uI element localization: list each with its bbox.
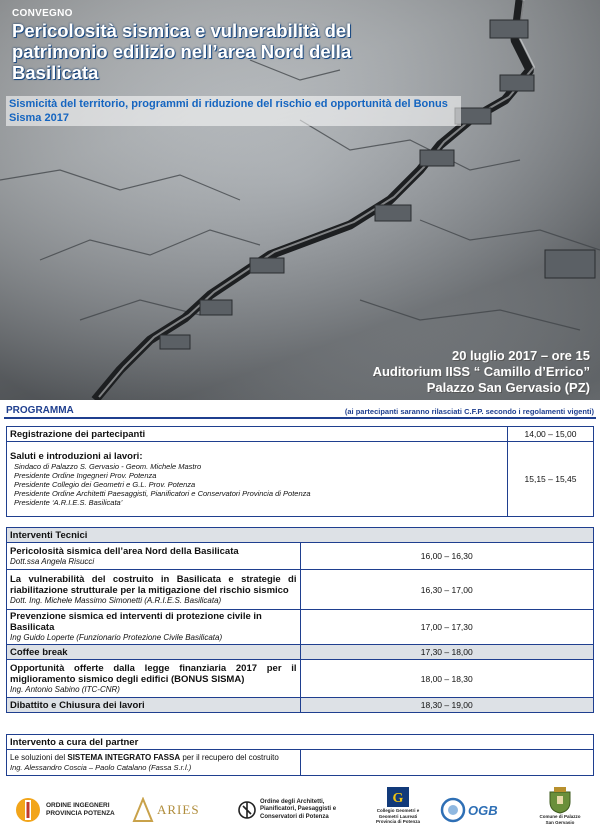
programma-title: PROGRAMMA — [6, 405, 74, 416]
event-info — [373, 348, 590, 396]
coffee-break-title: Coffee break — [10, 646, 68, 658]
schedule-row — [7, 543, 594, 570]
architetti-emblem-icon — [238, 797, 256, 823]
logo-ogb — [440, 786, 510, 834]
closing-title: Dibattito e Chiusura dei lavori — [10, 699, 145, 711]
hero-banner — [0, 0, 600, 400]
schedule-time: 17,00 – 17,30 — [300, 610, 594, 645]
talk-title: Prevenzione sismica ed interventi di protezione civile in Basilicata — [10, 611, 262, 633]
schedule-row — [7, 610, 594, 645]
event-kicker: CONVEGNO — [12, 8, 73, 19]
schedule-item — [7, 750, 301, 776]
partner-text-bold: SISTEMA INTEGRATO FASSA — [67, 752, 181, 762]
sponsor-logos — [0, 786, 600, 840]
schedule-row — [7, 660, 594, 698]
schedule-time-empty — [300, 750, 594, 776]
ingegneri-label: ORDINE INGEGNERI PROVINCIA POTENZA — [46, 802, 115, 817]
schedule-row — [7, 570, 594, 610]
talk-title: Pericolosità sismica dell’area Nord della Basilicata — [10, 545, 239, 557]
schedule-time: 14,00 – 15,00 — [508, 427, 594, 442]
section-heading-row — [7, 735, 594, 750]
schedule-block-partner — [6, 734, 594, 776]
schedule-item — [7, 543, 301, 570]
greetings-title: Saluti e introduzioni ai lavori: — [10, 451, 143, 462]
schedule-row — [7, 750, 594, 776]
aries-label: ARIES — [157, 802, 200, 817]
event-place: Palazzo San Gervasio (PZ) — [426, 380, 590, 395]
geometri-emblem-icon — [386, 786, 410, 808]
talk-speaker: Ing. Antonio Sabino (ITC-CNR) — [10, 684, 120, 694]
comune-crest-icon — [548, 786, 572, 814]
page-title: Pericolosità sismica e vulnerabilità del patrimonio edilizio nell’area Nord della Basilicata — [12, 20, 352, 83]
ingegneri-emblem-icon — [14, 795, 42, 825]
programma-header — [4, 405, 596, 419]
partner-text-pre: Le soluzioni del — [10, 752, 68, 762]
comune-label: Comune di Palazzo San Gervasio — [539, 814, 581, 825]
section-heading — [7, 735, 594, 750]
event-venue: Auditorium IISS “ Camillo d’Errico” — [372, 364, 590, 379]
page-subtitle: Sismicità del territorio, programmi di riduzione del rischio ed opportunità del Bonus Sisma 2017 — [6, 96, 461, 126]
schedule-item — [7, 570, 301, 610]
logo-comune — [536, 786, 584, 834]
schedule-time: 15,15 – 15,45 — [508, 442, 594, 517]
speaker-line: Presidente Collegio dei Geometri e G.L. Prov. Potenza — [14, 480, 196, 489]
schedule-row — [7, 645, 594, 660]
partner-text-post: per il recupero del costruito — [180, 752, 279, 762]
speaker-line: Presidente Ordine Ingegneri Prov. Potenza — [14, 471, 157, 480]
talk-speaker: Ing Guido Loperte (Funzionario Protezione Civile Basilicata) — [10, 633, 223, 642]
schedule-time: 16,00 – 16,30 — [300, 543, 594, 570]
schedule-block-technical — [6, 527, 594, 713]
schedule-item — [7, 427, 508, 442]
talk-speaker: Dott.ssa Angela Risucci — [10, 556, 95, 566]
event-date-time: 20 luglio 2017 – ore 15 — [451, 348, 590, 363]
schedule-item — [7, 660, 301, 698]
geometri-label: Collegio Geometri e Geometri Laureati Provincia di Potenza — [375, 808, 420, 824]
section-heading — [7, 528, 594, 543]
schedule-block-opening — [6, 426, 594, 517]
speaker-line: Sindaco di Palazzo S. Gervasio - Geom. Michele Mastro — [14, 462, 202, 471]
section-heading-row — [7, 528, 594, 543]
speaker-line: Presidente ‘A.R.I.E.S. Basilicata’ — [14, 498, 123, 507]
schedule-time: 18,00 – 18,30 — [300, 660, 594, 698]
svg-text:G: G — [392, 791, 404, 806]
partner-heading: Intervento a cura del partner — [10, 736, 139, 748]
partner-talk — [10, 753, 297, 763]
technical-heading: Interventi Tecnici — [10, 529, 88, 541]
architetti-label: Ordine degli Architetti, Pianificatori, Paesaggisti e Conservatori di Potenza — [260, 798, 337, 820]
schedule-time: 17,30 – 18,00 — [300, 645, 594, 660]
schedule-item — [7, 610, 301, 645]
aries-emblem-icon — [132, 797, 154, 823]
programma-note: (ai partecipanti saranno rilasciati C.F.P. secondo i regolamenti vigenti) — [344, 407, 594, 416]
talk-title: La vulnerabilità del costruito in Basilicata e strategie di riabilitazione strutturale per la mitigazione del rischio sismico — [10, 573, 297, 596]
ogb-label: OGB — [468, 802, 498, 818]
talk-title: Opportunità offerte dalla legge finanziaria 2017 per il miglioramento sismico degli edifici (BONUS SISMA) — [10, 662, 297, 685]
schedule-item — [7, 645, 301, 660]
ogb-emblem-icon — [440, 797, 466, 823]
logo-ordine-ingegneri — [14, 786, 124, 834]
schedule-item — [7, 442, 508, 517]
registration-title: Registrazione dei partecipanti — [10, 428, 146, 440]
schedule-time: 18,30 – 19,00 — [300, 698, 594, 713]
schedule-row — [7, 442, 594, 517]
schedule-item — [7, 698, 301, 713]
partner-speaker: Ing. Alessandro Coscia – Paolo Catalano (Fassa S.r.l.) — [10, 762, 192, 772]
schedule-row — [7, 427, 594, 442]
logo-collegio-geometri — [372, 786, 424, 834]
logo-ordine-architetti — [238, 786, 358, 834]
talk-speaker: Dott. Ing. Michele Massimo Simonetti (A.R.I.E.S. Basilicata) — [10, 595, 222, 605]
schedule-row — [7, 698, 594, 713]
speaker-line: Presidente Ordine Architetti Paesaggisti, Pianificatori e Conservatori Provincia di Potenza — [14, 489, 311, 498]
logo-aries — [132, 786, 212, 834]
schedule-time: 16,30 – 17,00 — [300, 570, 594, 610]
